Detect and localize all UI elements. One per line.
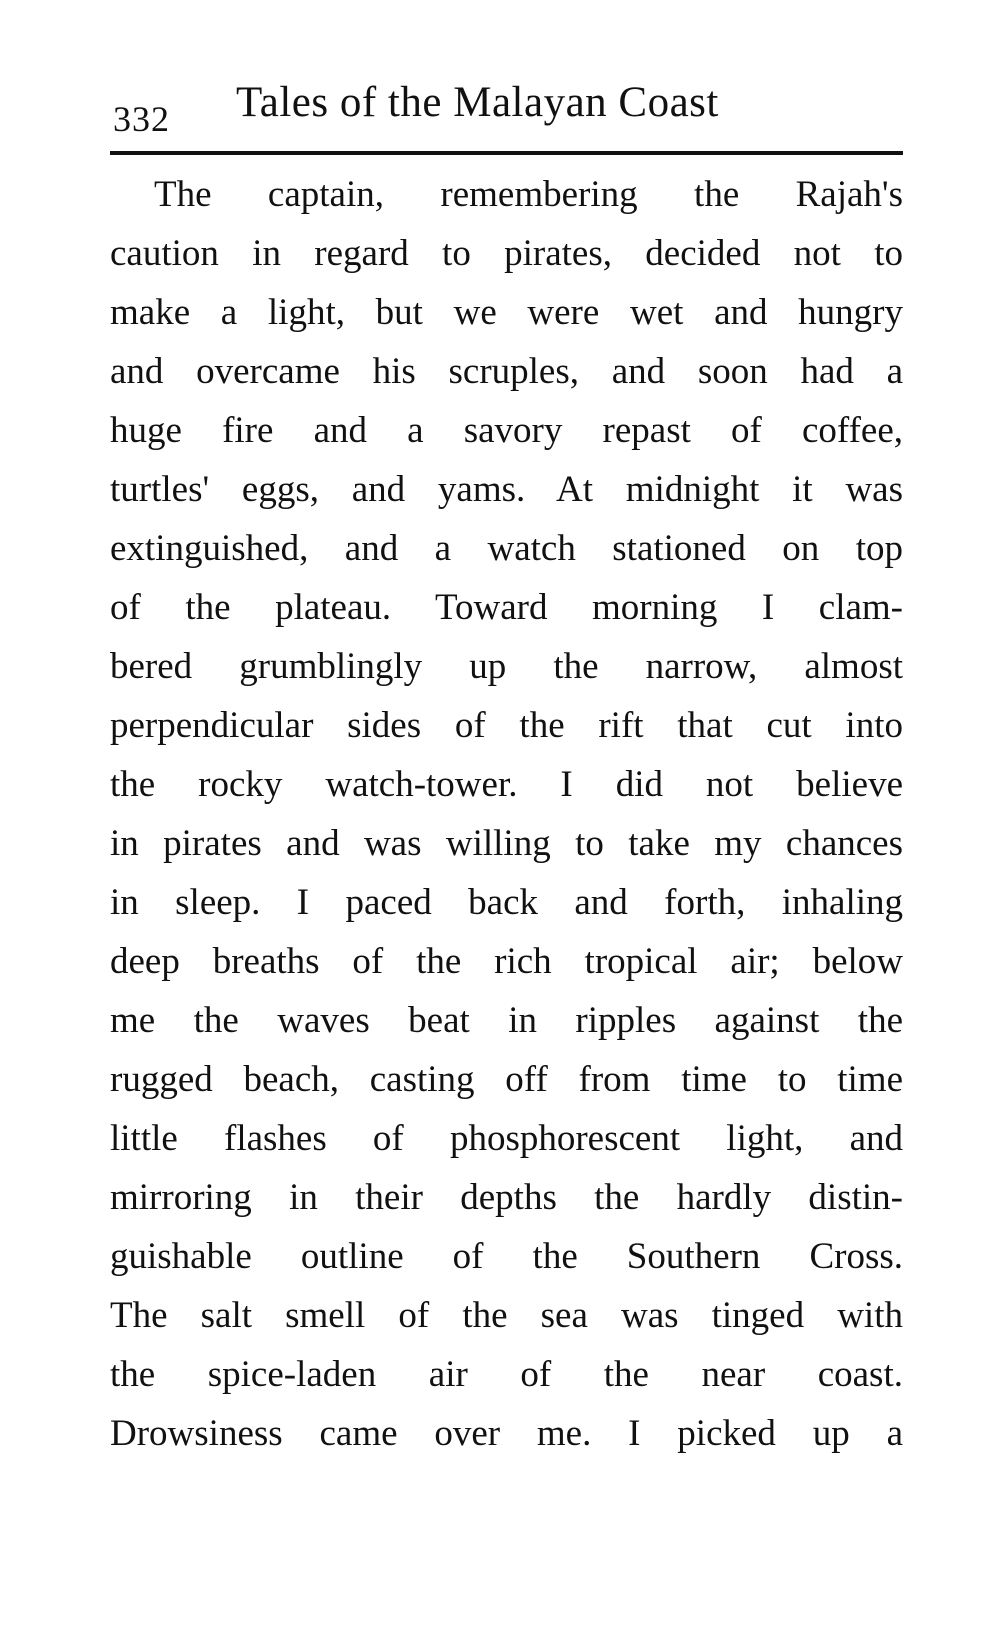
text-line: in sleep. I paced back and forth, inhaling	[110, 882, 903, 923]
text-line: The captain, remembering the Rajah's	[154, 174, 903, 215]
page-number: 332	[113, 99, 170, 139]
text-line: the spice-laden air of the near coast.	[110, 1354, 903, 1395]
text-line: of the plateau. Toward morning I clam-	[110, 587, 903, 628]
text-line: Drowsiness came over me. I picked up a	[110, 1413, 903, 1454]
text-line: make a light, but we were wet and hungry	[110, 292, 903, 333]
page-header	[113, 78, 903, 148]
text-line: huge fire and a savory repast of coffee,	[110, 410, 903, 451]
text-line: caution in regard to pirates, decided not to	[110, 233, 903, 274]
text-line: turtles' eggs, and yams. At midnight it was	[110, 469, 903, 510]
text-line: mirroring in their depths the hardly distin-	[110, 1177, 903, 1218]
text-line: The salt smell of the sea was tinged with	[110, 1295, 903, 1336]
body-text	[110, 165, 903, 1463]
text-line: extinguished, and a watch stationed on top	[110, 528, 903, 569]
text-line: me the waves beat in ripples against the	[110, 1000, 903, 1041]
text-line: perpendicular sides of the rift that cut into	[110, 705, 903, 746]
text-line: little flashes of phosphorescent light, and	[110, 1118, 903, 1159]
text-line: in pirates and was willing to take my chances	[110, 823, 903, 864]
running-title: Tales of the Malayan Coast	[236, 79, 719, 126]
text-line: guishable outline of the Southern Cross.	[110, 1236, 903, 1277]
text-line: the rocky watch-tower. I did not believe	[110, 764, 903, 805]
text-line: and overcame his scruples, and soon had a	[110, 351, 903, 392]
text-line: bered grumblingly up the narrow, almost	[110, 646, 903, 687]
text-line: deep breaths of the rich tropical air; below	[110, 941, 903, 982]
text-line: rugged beach, casting off from time to time	[110, 1059, 903, 1100]
header-rule	[110, 151, 903, 155]
